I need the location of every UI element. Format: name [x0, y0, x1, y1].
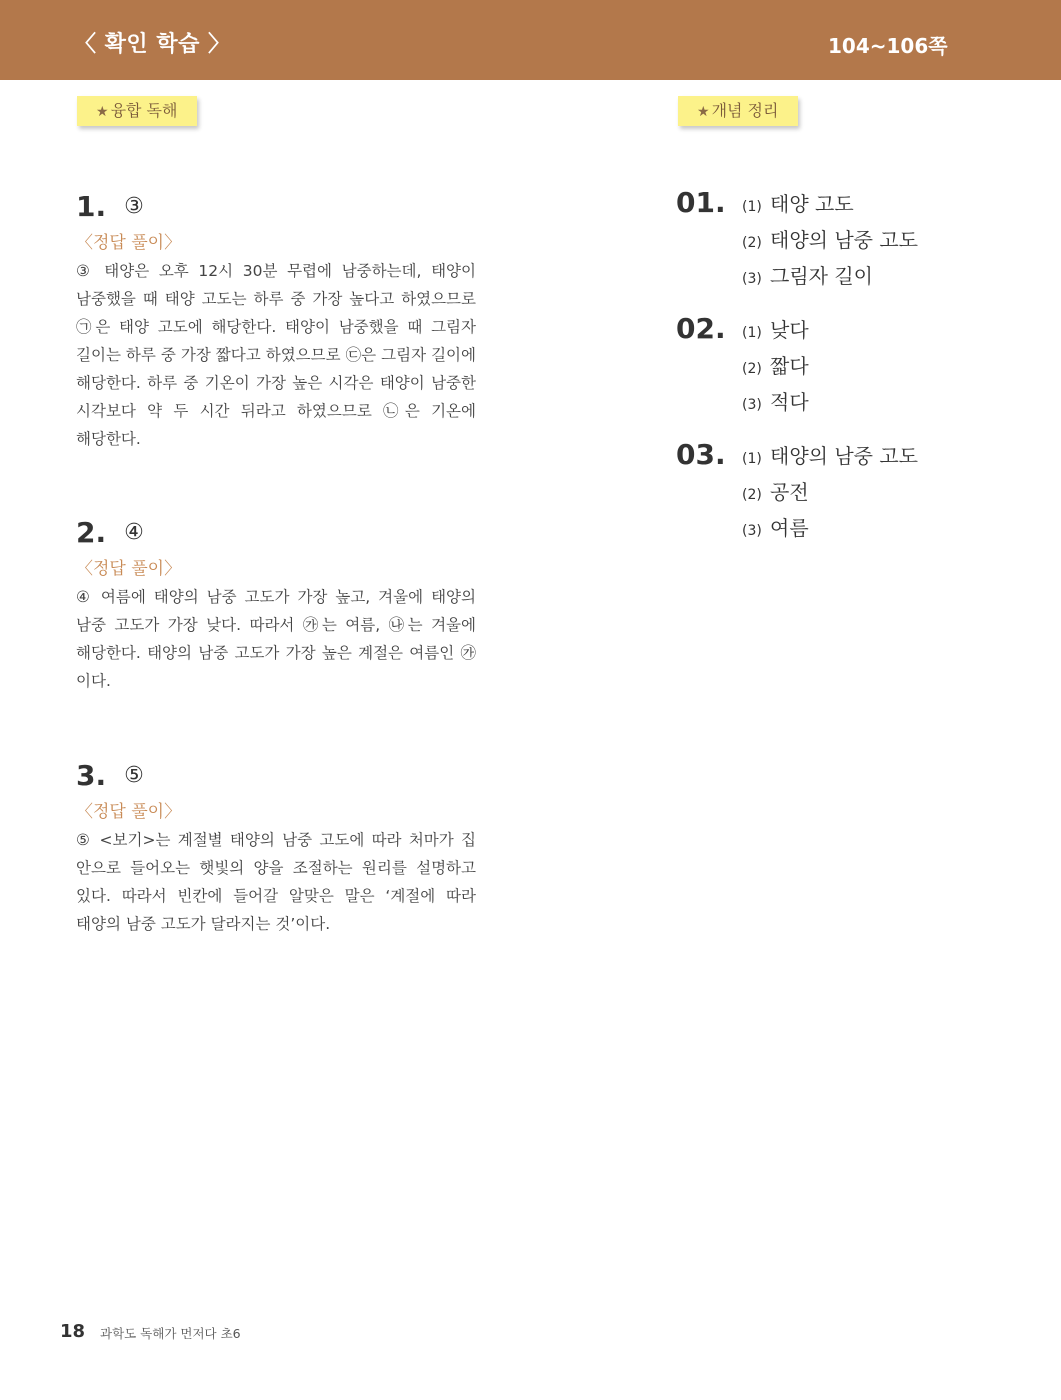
page-number: 18 — [60, 1321, 86, 1342]
item-answer: 여름 — [770, 516, 809, 540]
item-index: (3) — [742, 271, 762, 287]
concept-item — [742, 312, 809, 348]
star-icon: ★ — [96, 104, 109, 120]
concept-item — [742, 186, 918, 222]
item-answer: 적다 — [770, 390, 809, 414]
concept-item — [742, 384, 809, 420]
item-index: (1) — [742, 325, 762, 341]
answer-explanation-label: 〈정답 풀이〉 — [76, 233, 182, 253]
concept-item — [742, 348, 809, 384]
question-number: 1. — [76, 190, 107, 223]
concept-item — [742, 258, 918, 294]
concept-item — [742, 510, 918, 546]
tag-label: 융합 독해 — [110, 101, 178, 120]
answer-explanation: ④ 여름에 태양의 남중 고도가 가장 높고, 겨울에 태양의 남중 고도가 가장 낮다. 따라서 ㉮는 여름, ㉯는 겨울에 해당한다. 태양의 남중 고도가 가장 높은 계절은 여름인 ㉮이다. — [76, 588, 476, 690]
answer-explanation-label: 〈정답 풀이〉 — [76, 802, 182, 822]
section-title: 〈 확인 학습 〉 — [74, 32, 231, 57]
question-number: 2. — [76, 516, 107, 549]
question-answer: ③ — [124, 194, 144, 219]
item-index: (1) — [742, 451, 762, 467]
page-header — [0, 0, 1061, 80]
item-index: (2) — [742, 487, 762, 503]
item-answer: 그림자 길이 — [770, 264, 873, 288]
item-answer: 태양 고도 — [770, 192, 854, 216]
item-index: (3) — [742, 523, 762, 539]
answer-explanation: ⑤ <보기>는 계절별 태양의 남중 고도에 따라 처마가 집 안으로 들어오는 햇빛의 양을 조절하는 원리를 설명하고 있다. 따라서 빈칸에 들어갈 알맞은 말은 ‘계절에 따라 태양의 남중 고도가 달라지는 것’이다. — [76, 831, 476, 933]
item-answer: 낮다 — [770, 318, 809, 342]
concept-number: 02. — [676, 312, 726, 345]
item-index: (2) — [742, 235, 762, 251]
question-number: 3. — [76, 759, 107, 792]
question-answer: ④ — [124, 520, 144, 545]
question-2 — [76, 516, 476, 695]
answer-explanation: ③ 태양은 오후 12시 30분 무렵에 남중하는데, 태양이 남중했을 때 태양 고도는 하루 중 가장 높다고 하였으므로 ㉠은 태양 고도에 해당한다. 태양이 남중했을 때 그림자 길이는 하루 중 가장 짧다고 하였으므로 ㉢은 그림자 길이에 해당한다. 하루 중 기온이 가장 높은 시각은 태양이 남중한 시각보다 약 두 시간 뒤라고 하였으므로 ㉡은 기온에 해당한다. — [76, 262, 476, 448]
item-index: (3) — [742, 397, 762, 413]
concept-number: 03. — [676, 438, 726, 471]
book-title: 과학도 독해가 먼저다 초6 — [100, 1326, 241, 1341]
item-answer: 태양의 남중 고도 — [770, 228, 918, 252]
concept-item — [742, 474, 918, 510]
question-answer: ⑤ — [124, 763, 144, 788]
tag-concept-summary — [678, 96, 798, 126]
item-index: (2) — [742, 361, 762, 377]
tag-label: 개념 정리 — [711, 101, 779, 120]
tag-fusion-reading — [77, 96, 197, 126]
item-answer: 짧다 — [770, 354, 809, 378]
concept-number: 01. — [676, 186, 726, 219]
star-icon: ★ — [697, 104, 710, 120]
concept-item — [742, 438, 918, 474]
item-answer: 공전 — [770, 480, 809, 504]
answer-explanation-label: 〈정답 풀이〉 — [76, 559, 182, 579]
item-index: (1) — [742, 199, 762, 215]
question-1 — [76, 190, 476, 453]
item-answer: 태양의 남중 고도 — [770, 444, 918, 468]
question-3 — [76, 759, 476, 938]
concept-item — [742, 222, 918, 258]
page-range: 104~106쪽 — [828, 34, 948, 58]
